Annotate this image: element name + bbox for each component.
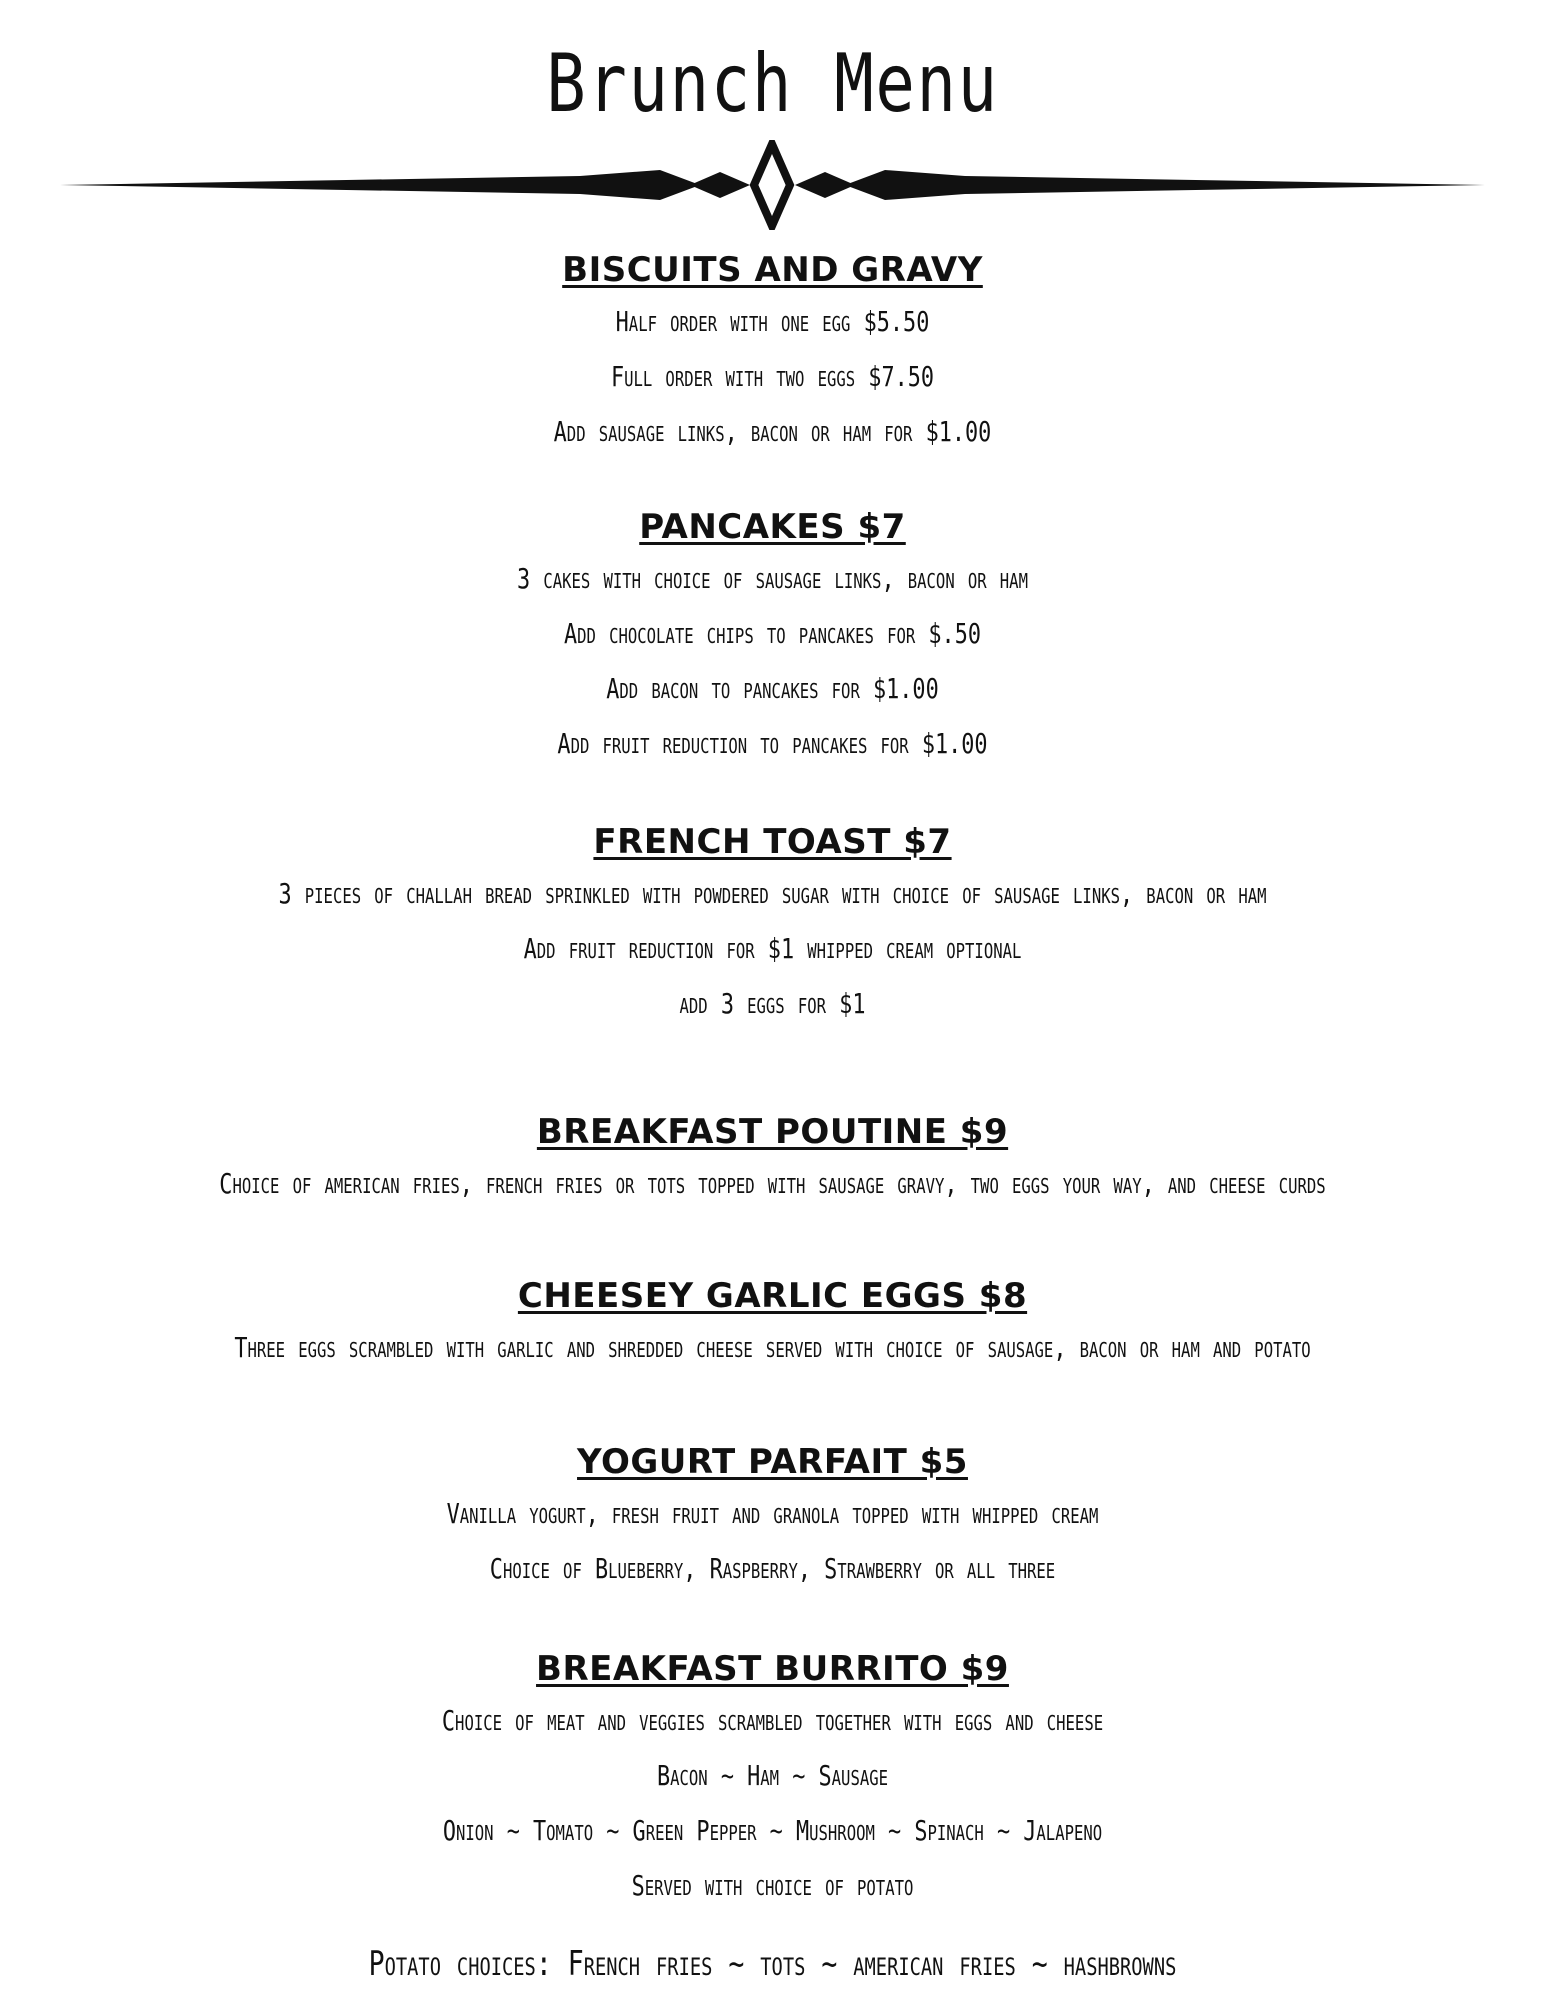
potato-choices-footer xyxy=(0,1937,1545,1992)
menu-section-pancakes xyxy=(0,503,1545,771)
divider-left-diamond xyxy=(690,172,750,198)
page-title: Brunch Menu xyxy=(546,37,999,130)
menu-line: Onion ~ Tomato ~ Green Pepper ~ Mushroom ~ Spinach ~ Jalapeno xyxy=(442,1814,1103,1847)
menu-line: Three eggs scrambled with garlic and shredded cheese served with choice of sausage, bacon or ham and potato xyxy=(234,1331,1311,1364)
divider-left-spike xyxy=(60,176,620,194)
section-heading: BREAKFAST BURRITO $9 xyxy=(536,1649,1009,1689)
footer-line: Potato choices: French fries ~ tots ~ american fries ~ hashbrowns xyxy=(368,1944,1177,1984)
menu-line: 3 cakes with choice of sausage links, bacon or ham xyxy=(517,562,1028,595)
menu-line: Bacon ~ Ham ~ Sausage xyxy=(656,1759,889,1792)
section-heading: YOGURT PARFAIT $5 xyxy=(577,1442,968,1482)
menu-section-french-toast xyxy=(0,818,1545,1031)
section-heading: BREAKFAST POUTINE $9 xyxy=(536,1112,1009,1152)
section-heading: PANCAKES $7 xyxy=(639,507,906,547)
section-heading: FRENCH TOAST $7 xyxy=(593,822,952,862)
menu-line: add 3 eggs for $1 xyxy=(679,987,866,1020)
menu-line: Add fruit reduction to pancakes for $1.00 xyxy=(557,727,988,760)
menu-section-poutine xyxy=(0,1108,1545,1211)
menu-line: Half order with one egg $5.50 xyxy=(615,305,930,338)
menu-line: Vanilla yogurt, fresh fruit and granola topped with whipped cream xyxy=(446,1497,1099,1530)
divider-right-diamond xyxy=(795,172,855,198)
menu-line: Choice of american fries, french fries or tots topped with sausage gravy, two eggs your way, and cheese curds xyxy=(219,1167,1326,1200)
menu-line: Add chocolate chips to pancakes for $.50 xyxy=(563,617,982,650)
menu-line: Full order with two eggs $7.50 xyxy=(610,360,935,393)
menu-line: Choice of Blueberry, Raspberry, Strawberry or all three xyxy=(489,1552,1056,1585)
menu-line: Choice of meat and veggies scrambled together with eggs and cheese xyxy=(441,1704,1104,1737)
menu-line: Add bacon to pancakes for $1.00 xyxy=(606,672,939,705)
section-heading: CHEESEY GARLIC EGGS $8 xyxy=(517,1276,1028,1316)
menu-line: Add sausage links, bacon or ham for $1.00 xyxy=(553,415,992,448)
menu-line: 3 pieces of challah bread sprinkled with powdered sugar with choice of sausage links, bacon or ham xyxy=(278,877,1267,910)
menu-line: Add fruit reduction for $1 whipped cream optional xyxy=(523,932,1022,965)
divider-center-diamond xyxy=(754,144,790,226)
divider-right-bulge xyxy=(845,170,965,200)
section-heading: BISCUITS AND GRAVY xyxy=(562,250,983,290)
menu-section-parfait xyxy=(0,1438,1545,1596)
divider-right-spike xyxy=(925,176,1485,194)
menu-section-biscuits xyxy=(0,246,1545,459)
menu-line: Served with choice of potato xyxy=(631,1869,914,1902)
ornamental-divider xyxy=(60,140,1485,230)
divider-left-bulge xyxy=(580,170,700,200)
menu-section-burrito xyxy=(0,1645,1545,1913)
menu-section-garlic-eggs xyxy=(0,1272,1545,1375)
